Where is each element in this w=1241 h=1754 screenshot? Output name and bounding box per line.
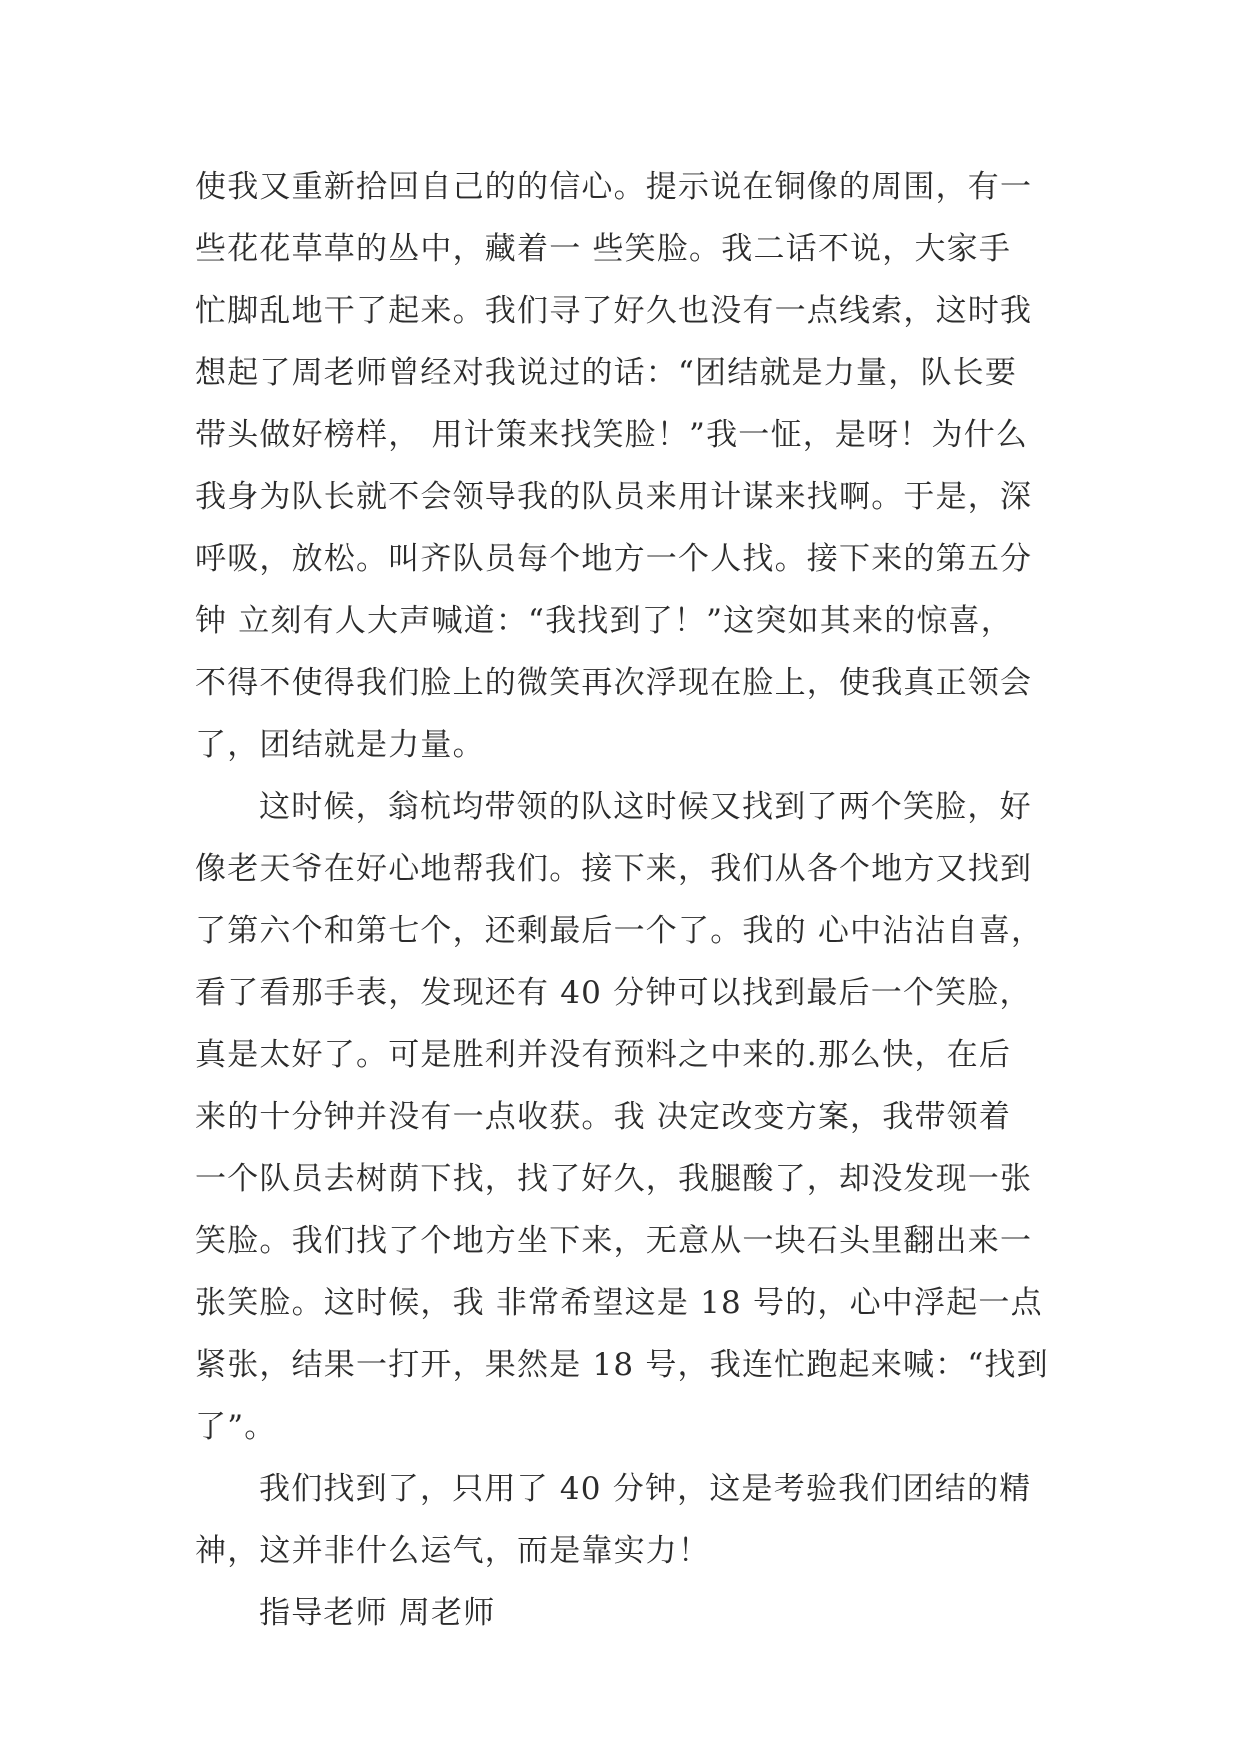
text-line: 带头做好榜样， 用计策来找笑脸！”我一怔，是呀！为什么 bbox=[195, 417, 1029, 453]
essay-body bbox=[195, 156, 1055, 1644]
advisor-signature-line: 指导老师 周老师 bbox=[259, 1595, 496, 1631]
text-line: 不得不使得我们脸上的微笑再次浮现在脸上，使我真正领会 bbox=[195, 665, 1033, 701]
text-line: 使我又重新拾回自己的的信心。提示说在铜像的周围，有一 bbox=[195, 169, 1033, 205]
text-line: 笑脸。我们找了个地方坐下来，无意从一块石头里翻出来一 bbox=[195, 1223, 1033, 1259]
text-line: 神，这并非什么运气，而是靠实力！ bbox=[195, 1533, 711, 1569]
text-line: 像老天爷在好心地帮我们。接下来，我们从各个地方又找到 bbox=[195, 851, 1033, 887]
text-line: 了”。 bbox=[195, 1409, 277, 1445]
paragraph-start-line: 这时候，翁杭均带领的队这时候又找到了两个笑脸，好 bbox=[259, 789, 1032, 825]
text-line: 呼吸，放松。叫齐队员每个地方一个人找。接下来的第五分 bbox=[195, 541, 1033, 577]
text-line: 来的十分钟并没有一点收获。我 决定改变方案，我带领着 bbox=[195, 1099, 1012, 1135]
text-line: 想起了周老师曾经对我说过的话：“团结就是力量，队长要 bbox=[195, 355, 1018, 391]
text-line: 张笑脸。这时候，我 非常希望这是 18 号的，心中浮起一点 bbox=[195, 1285, 1043, 1321]
text-line: 看了看那手表，发现还有 40 分钟可以找到最后一个笑脸， bbox=[195, 975, 1032, 1011]
text-line: 钟 立刻有人大声喊道：“我找到了！”这突如其来的惊喜， bbox=[195, 603, 1013, 639]
text-line: 紧张，结果一打开，果然是 18 号，我连忙跑起来喊：“找到 bbox=[195, 1347, 1049, 1383]
text-line: 了，团结就是力量。 bbox=[195, 727, 485, 763]
text-line: 了第六个和第七个，还剩最后一个了。我的 心中沾沾自喜， bbox=[195, 913, 1044, 949]
text-line: 我身为队长就不会领导我的队员来用计谋来找啊。于是，深 bbox=[195, 479, 1033, 515]
text-line: 忙脚乱地干了起来。我们寻了好久也没有一点线索，这时我 bbox=[195, 293, 1033, 329]
text-line: 一个队员去树荫下找，找了好久，我腿酸了，却没发现一张 bbox=[195, 1161, 1033, 1197]
paragraph-start-line: 我们找到了，只用了 40 分钟，这是考验我们团结的精 bbox=[259, 1471, 1032, 1507]
text-line: 些花花草草的丛中，藏着一 些笑脸。我二话不说，大家手 bbox=[195, 231, 1012, 267]
text-line: 真是太好了。可是胜利并没有预料之中来的.那么快，在后 bbox=[195, 1037, 1012, 1073]
